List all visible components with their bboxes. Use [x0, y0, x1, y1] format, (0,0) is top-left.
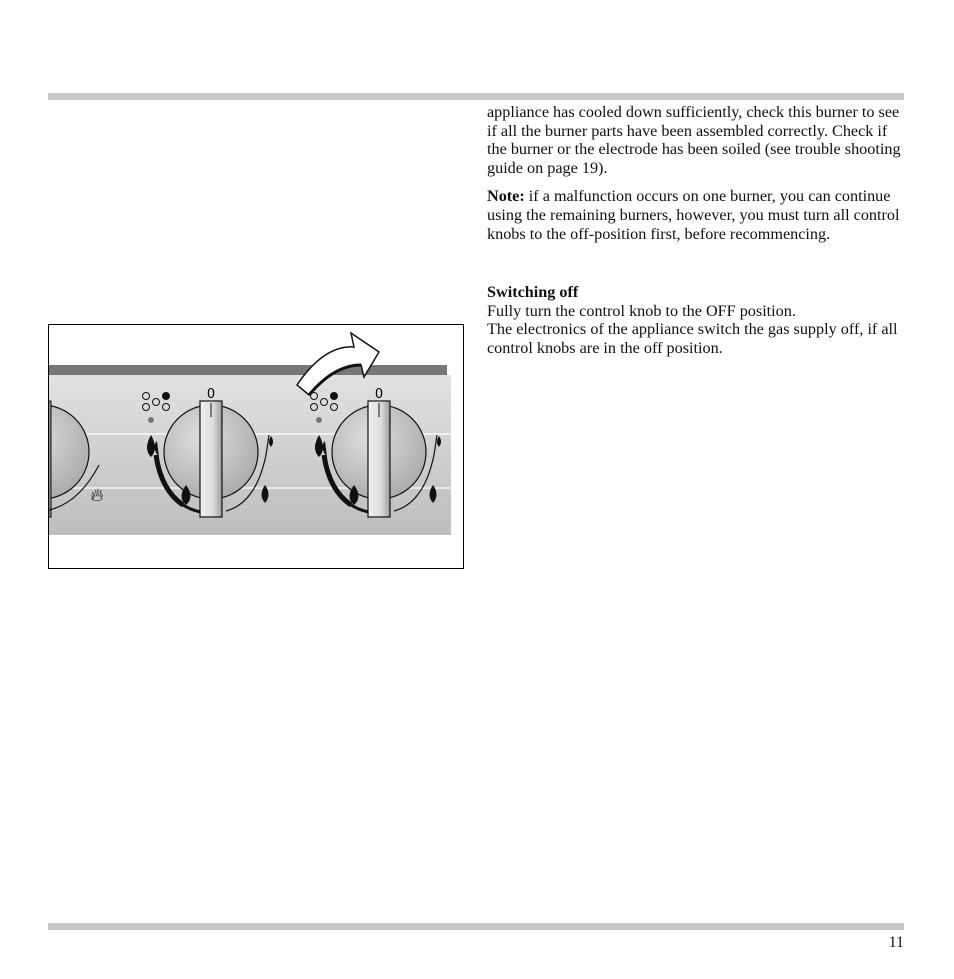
page-number: 11 — [888, 934, 904, 951]
paragraph-malfunction: appliance has cooled down sufficiently, check this burner to see if all the burner parts have been assembled correctly. Check if the burner or the electrode has been soiled (see trouble shooting guide on page 19). — [487, 103, 901, 177]
note-paragraph — [487, 187, 907, 243]
switching-off-line2: The electronics of the appliance switch the gas supply off, if all control knobs are in the off position. — [487, 320, 898, 357]
footer-rule — [48, 923, 904, 930]
right-column — [487, 103, 907, 358]
svg-text:🔥︎: 🔥︎ — [90, 485, 104, 506]
svg-text:0: 0 — [206, 387, 216, 402]
switching-off-line1: Fully turn the control knob to the OFF position. — [487, 301, 796, 320]
note-text: if a malfunction occurs on one burner, you can continue using the remaining burners, however, you must turn all control knobs to the off-position first, before recommencing. — [487, 187, 900, 243]
header-rule — [48, 93, 904, 100]
switching-off-heading: Switching off — [487, 283, 579, 302]
note-label: Note: — [487, 187, 525, 206]
control-knob-illustration — [48, 324, 464, 569]
